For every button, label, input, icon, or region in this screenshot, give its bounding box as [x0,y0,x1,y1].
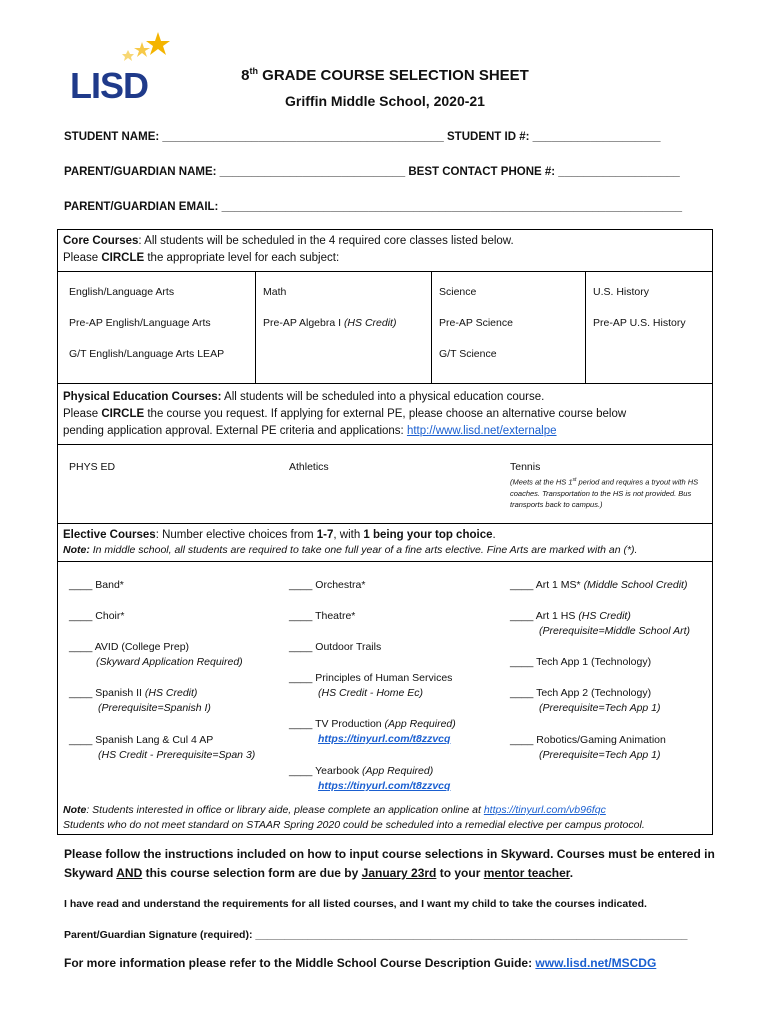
more-info: For more information please refer to the Middle School Course Description Guide: www.lisd.net/MSCDG [64,956,657,970]
pe-heading: Physical Education Courses: All students will be scheduled into a physical education course. [63,391,545,403]
pe-option-tennis[interactable]: Tennis [510,461,541,473]
elective-note: Note: In middle school, all students are required to take one full year of a fine arts elective. Fine Arts are marked with an (*). [63,544,638,556]
core-heading: Core Courses: All students will be scheduled in the 4 required core classes listed below. [63,235,514,247]
elective-courses-section [57,524,713,835]
elective-tech-app-1[interactable]: ____ Tech App 1 (Technology) [510,656,652,668]
tennis-note: (Meets at the HS 1st period and requires a tryout with HS coaches. Transportation to the HS is not provided. Bus transports back to campus.) [510,477,699,509]
skyward-instructions: Please follow the instructions included on how to input course selections in Skyward. Courses must be entered in Skyward AND this course selection form are due by January 23rd to your mentor teacher. [64,847,715,880]
divider [58,271,712,272]
pe-external: pending application approval. External PE criteria and applications: http://www.lisd.net/externalpe [63,425,557,437]
elective-spanish-lang[interactable]: ____ Spanish Lang & Cul 4 AP (HS Credit - Prerequisite=Span 3) [69,734,256,761]
elective-principles[interactable]: ____ Principles of Human Services (HS Credit - Home Ec) [289,672,453,699]
signature-field[interactable]: Parent/Guardian Signature (required): __________________________________________________________________________ [64,929,688,941]
course-option[interactable]: Pre-AP U.S. History [593,317,686,329]
divider [58,444,712,445]
course-option[interactable]: Pre-AP Algebra I (HS Credit) [263,317,397,329]
stars-icon [120,30,176,66]
elective-choir[interactable]: ____ Choir* [69,610,125,622]
pe-instructions: Please CIRCLE the course you request. If applying for external PE, please choose an alternative course below [63,408,627,420]
divider [585,271,586,384]
divider [255,271,256,384]
course-option[interactable]: Pre-AP English/Language Arts [69,317,211,329]
elective-art-1-hs[interactable]: ____ Art 1 HS (HS Credit) (Prerequisite=Middle School Art) [510,610,691,637]
course-option[interactable]: Math [263,286,287,298]
parent-name-field[interactable]: PARENT/GUARDIAN NAME: _____________________________ BEST CONTACT PHONE #: ___________________ [64,166,680,178]
page-title: 8th GRADE COURSE SELECTION SHEET [241,66,529,84]
course-option[interactable]: G/T Science [439,348,497,360]
elective-bottom-note: Note: Students interested in office or library aide, please complete an application online at https://tinyurl.com/vb96fqc Students who do not meet standard on STAAR Spring 2020 could be scheduled into a remedial elective per campus protocol. [63,804,645,831]
elective-theatre[interactable]: ____ Theatre* [289,610,356,622]
yearbook-link[interactable]: https://tinyurl.com/t8zzvcq [318,780,451,792]
pe-courses-section [57,384,713,524]
elective-robotics[interactable]: ____ Robotics/Gaming Animation (Prerequisite=Tech App 1) [510,734,666,761]
agreement-statement: I have read and understand the requirements for all listed courses, and I want my child to take the courses indicated. [64,898,647,910]
aide-application-link[interactable]: https://tinyurl.com/vb96fqc [483,804,606,816]
pe-option-physed[interactable]: PHYS ED [69,461,116,473]
core-courses-section [57,229,713,384]
pe-option-athletics[interactable]: Athletics [289,461,329,473]
school-subtitle: Griffin Middle School, 2020-21 [285,93,485,109]
core-instructions: Please CIRCLE the appropriate level for each subject: [63,252,340,264]
mscdg-link[interactable]: www.lisd.net/MSCDG [535,956,657,970]
elective-tv-production[interactable]: ____ TV Production (App Required) https://tinyurl.com/t8zzvcq [289,718,456,745]
elective-outdoor-trails[interactable]: ____ Outdoor Trails [289,641,382,653]
elective-band[interactable]: ____ Band* [69,579,124,591]
elective-art-1-ms[interactable]: ____ Art 1 MS* (Middle School Credit) [510,579,688,591]
elective-yearbook[interactable]: ____ Yearbook (App Required) https://tinyurl.com/t8zzvcq [289,765,451,792]
parent-email-field[interactable]: PARENT/GUARDIAN EMAIL: ________________________________________________________________________ [64,201,683,213]
elective-heading: Elective Courses: Number elective choices from 1-7, with 1 being your top choice. [63,529,496,541]
tv-production-link[interactable]: https://tinyurl.com/t8zzvcq [318,733,451,745]
elective-avid[interactable]: ____ AVID (College Prep) (Skyward Application Required) [69,641,243,668]
course-option[interactable]: G/T English/Language Arts LEAP [69,348,225,360]
elective-tech-app-2[interactable]: ____ Tech App 2 (Technology) (Prerequisite=Tech App 1) [510,687,661,714]
student-name-field[interactable]: STUDENT NAME: ____________________________________________ STUDENT ID #: ____________________ [64,131,661,143]
course-option[interactable]: Pre-AP Science [439,317,513,329]
course-option[interactable]: U.S. History [593,286,650,298]
external-pe-link[interactable]: http://www.lisd.net/externalpe [406,425,557,437]
elective-orchestra[interactable]: ____ Orchestra* [289,579,366,591]
course-option[interactable]: English/Language Arts [69,286,175,298]
course-option[interactable]: Science [439,286,477,298]
divider [58,561,712,562]
elective-spanish-2[interactable]: ____ Spanish II (HS Credit) (Prerequisite=Spanish I) [69,687,211,714]
divider [431,271,432,384]
logo-text: LISD [70,65,149,106]
